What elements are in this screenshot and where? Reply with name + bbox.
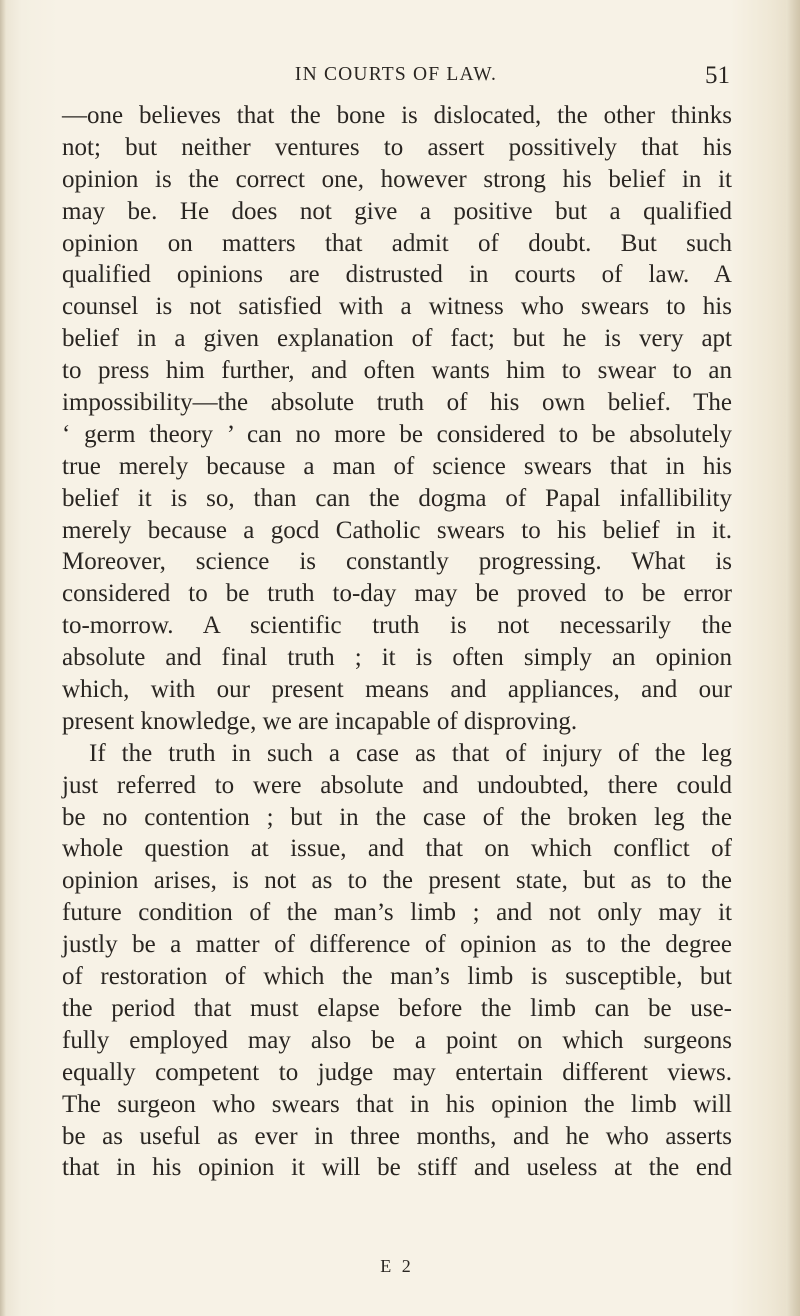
text-line: Moreover, science is constantly progressing. What is bbox=[62, 548, 732, 576]
page-number: 51 bbox=[705, 62, 730, 89]
text-line: If the truth in such a case as that of injury of the leg bbox=[89, 739, 732, 767]
text-line: belief in a given explanation of fact; but he is very apt bbox=[62, 325, 732, 353]
body-text bbox=[62, 100, 732, 1184]
page-gutter-edge bbox=[0, 0, 6, 1316]
text-line: equally competent to judge may entertain different views. bbox=[62, 1058, 732, 1086]
text-line: impossibility—the absolute truth of his own belief. The bbox=[62, 389, 732, 417]
text-line: be no contention ; but in the case of the broken leg the bbox=[62, 803, 732, 831]
signature-mark: E 2 bbox=[380, 1256, 414, 1276]
text-line: that in his opinion it will be stiff and useless at the end bbox=[62, 1154, 732, 1182]
text-line: fully employed may also be a point on which surgeons bbox=[62, 1026, 732, 1054]
text-line: ‘ germ theory ’ can no more be considered to be absolutely bbox=[62, 420, 732, 448]
running-head: IN COURTS OF LAW. bbox=[294, 64, 498, 85]
text-line: the period that must elapse before the limb can be use- bbox=[62, 994, 732, 1022]
text-line: counsel is not satisfied with a witness who swears to his bbox=[62, 293, 732, 321]
text-line: just referred to were absolute and undoubted, there could bbox=[62, 771, 732, 799]
text-line: justly be a matter of difference of opinion as to the degree bbox=[62, 931, 732, 959]
text-line: qualified opinions are distrusted in courts of law. A bbox=[62, 261, 732, 289]
text-line: The surgeon who swears that in his opinion the limb will bbox=[62, 1090, 732, 1118]
text-line: which, with our present means and appliances, and our bbox=[62, 676, 732, 704]
text-line: absolute and final truth ; it is often simply an opinion bbox=[62, 644, 732, 672]
text-line: may be. He does not give a positive but a qualified bbox=[62, 197, 732, 225]
text-line: opinion is the correct one, however strong his belief in it bbox=[62, 165, 732, 193]
text-line: opinion arises, is not as to the present state, but as to the bbox=[62, 867, 732, 895]
text-line: opinion on matters that admit of doubt. But such bbox=[62, 229, 732, 257]
text-line: —one believes that the bone is dislocated, the other thinks bbox=[62, 102, 732, 129]
text-line: whole question at issue, and that on which conflict of bbox=[62, 835, 732, 863]
text-line: considered to be truth to-day may be proved to be error bbox=[62, 580, 732, 608]
text-line: present knowledge, we are incapable of disproving. bbox=[62, 707, 578, 735]
text-line: belief it is so, than can the dogma of Papal infallibility bbox=[62, 484, 732, 512]
text-line: of restoration of which the man’s limb is susceptible, but bbox=[62, 963, 732, 991]
text-line: not; but neither ventures to assert possitively that his bbox=[62, 133, 732, 161]
text-line: to press him further, and often wants him to swear to an bbox=[62, 357, 732, 385]
page-header bbox=[62, 62, 730, 92]
text-line: future condition of the man’s limb ; and not only may it bbox=[62, 899, 732, 927]
text-line: true merely because a man of science swears that in his bbox=[62, 452, 732, 480]
text-line: to-morrow. A scientific truth is not necessarily the bbox=[62, 612, 732, 640]
text-line: be as useful as ever in three months, and he who asserts bbox=[62, 1122, 732, 1150]
page-outer-edge bbox=[786, 0, 800, 1316]
text-line: merely because a gocd Catholic swears to his belief in it. bbox=[62, 516, 732, 544]
